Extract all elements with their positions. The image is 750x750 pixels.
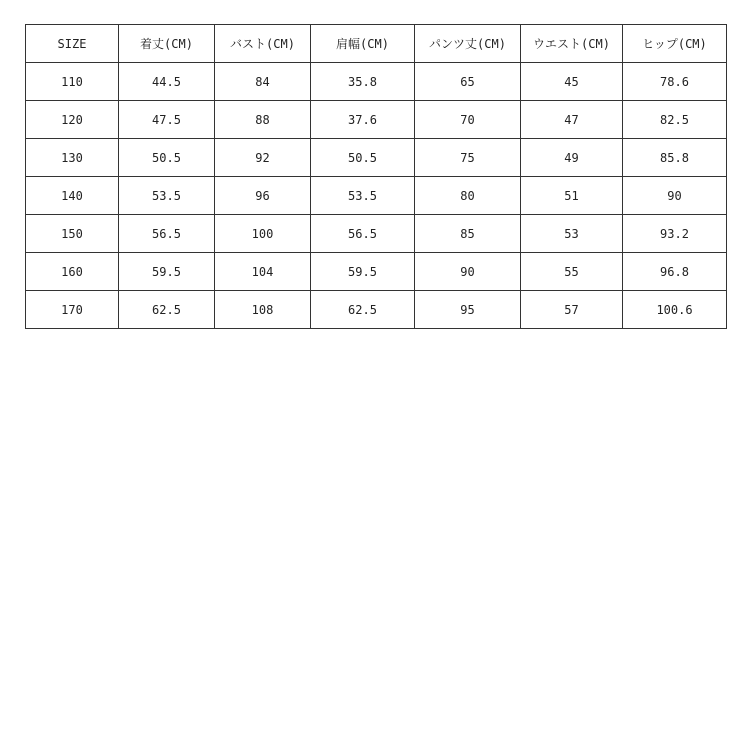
header-bust: バスト(CM) [215, 25, 311, 63]
cell-bust: 92 [215, 139, 311, 177]
cell-shoulder: 53.5 [311, 177, 415, 215]
cell-hip: 96.8 [623, 253, 727, 291]
cell-waist: 45 [521, 63, 623, 101]
cell-bust: 100 [215, 215, 311, 253]
cell-length: 53.5 [119, 177, 215, 215]
cell-size: 160 [26, 253, 119, 291]
table-row [26, 253, 727, 291]
cell-pants-length: 90 [415, 253, 521, 291]
header-hip: ヒップ(CM) [623, 25, 727, 63]
cell-waist: 51 [521, 177, 623, 215]
cell-length: 44.5 [119, 63, 215, 101]
cell-pants-length: 70 [415, 101, 521, 139]
cell-length: 56.5 [119, 215, 215, 253]
cell-shoulder: 50.5 [311, 139, 415, 177]
header-shoulder: 肩幅(CM) [311, 25, 415, 63]
cell-shoulder: 37.6 [311, 101, 415, 139]
cell-size: 150 [26, 215, 119, 253]
header-waist: ウエスト(CM) [521, 25, 623, 63]
cell-waist: 55 [521, 253, 623, 291]
header-row [26, 25, 727, 63]
cell-waist: 47 [521, 101, 623, 139]
cell-shoulder: 59.5 [311, 253, 415, 291]
table-row [26, 291, 727, 329]
cell-pants-length: 85 [415, 215, 521, 253]
table-row [26, 139, 727, 177]
cell-bust: 84 [215, 63, 311, 101]
cell-length: 62.5 [119, 291, 215, 329]
cell-hip: 90 [623, 177, 727, 215]
cell-hip: 85.8 [623, 139, 727, 177]
cell-size: 130 [26, 139, 119, 177]
cell-pants-length: 80 [415, 177, 521, 215]
cell-bust: 108 [215, 291, 311, 329]
table-row [26, 215, 727, 253]
cell-hip: 93.2 [623, 215, 727, 253]
cell-shoulder: 62.5 [311, 291, 415, 329]
cell-shoulder: 35.8 [311, 63, 415, 101]
cell-length: 59.5 [119, 253, 215, 291]
header-pants-length: パンツ丈(CM) [415, 25, 521, 63]
cell-size: 120 [26, 101, 119, 139]
cell-size: 140 [26, 177, 119, 215]
size-chart-table [25, 24, 727, 329]
cell-waist: 57 [521, 291, 623, 329]
header-length: 着丈(CM) [119, 25, 215, 63]
cell-pants-length: 65 [415, 63, 521, 101]
cell-pants-length: 75 [415, 139, 521, 177]
cell-bust: 96 [215, 177, 311, 215]
cell-pants-length: 95 [415, 291, 521, 329]
table-row [26, 177, 727, 215]
cell-length: 47.5 [119, 101, 215, 139]
cell-size: 170 [26, 291, 119, 329]
cell-hip: 82.5 [623, 101, 727, 139]
cell-hip: 100.6 [623, 291, 727, 329]
cell-bust: 104 [215, 253, 311, 291]
cell-waist: 53 [521, 215, 623, 253]
header-size: SIZE [26, 25, 119, 63]
cell-size: 110 [26, 63, 119, 101]
table-row [26, 63, 727, 101]
cell-shoulder: 56.5 [311, 215, 415, 253]
cell-bust: 88 [215, 101, 311, 139]
cell-hip: 78.6 [623, 63, 727, 101]
cell-waist: 49 [521, 139, 623, 177]
table-row [26, 101, 727, 139]
cell-length: 50.5 [119, 139, 215, 177]
